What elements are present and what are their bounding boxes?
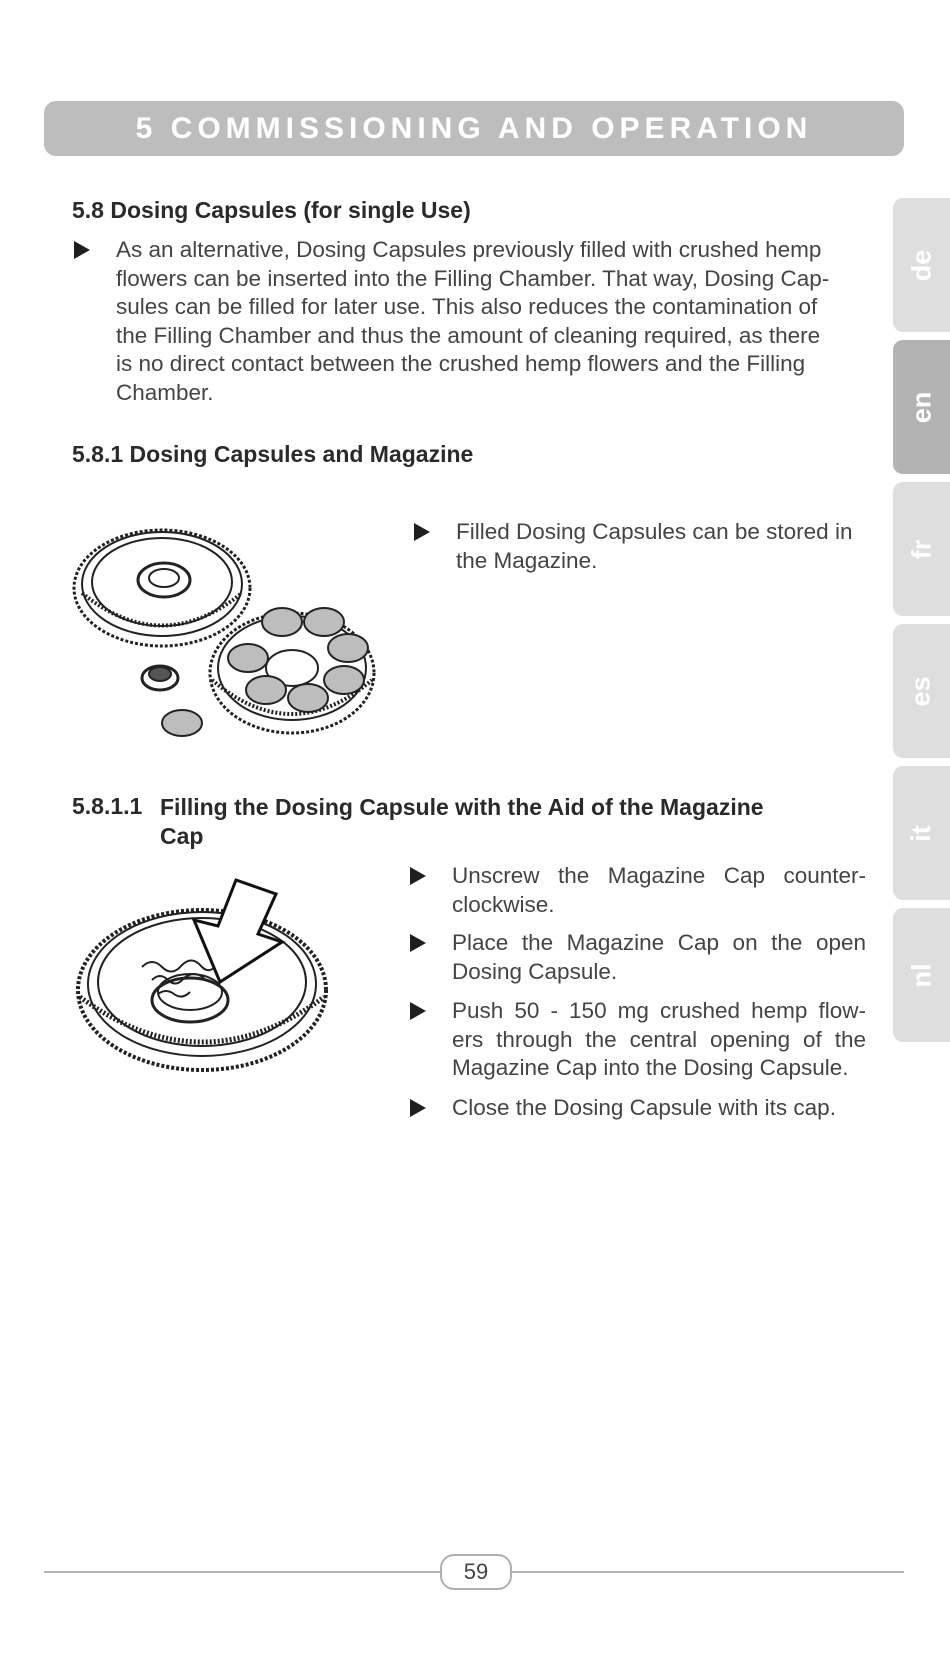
paragraph-5-8: As an alternative, Dosing Capsules previously filled with crushed hemp flowers can be inserted into the Filling Chamber. That way, Dosing Cap- sules can be filled for later use. This also reduces the contamination of the Filling Chamber and thus the amount of cleaning required, as there is no direct contact between the crushed hemp flowers and the Filling Chamber. [116, 237, 830, 405]
lang-tab-nl[interactable]: nl [893, 908, 950, 1042]
lang-tab-de[interactable]: de [893, 198, 950, 332]
bullet-arrow-icon [410, 1002, 426, 1020]
lang-tab-en[interactable]: en [893, 340, 950, 474]
bullet-text-magazine: Filled Dosing Capsules can be stored in the Magazine. [456, 519, 853, 573]
magazine-cap-illustration [72, 872, 342, 1082]
step-push-hemp: Push 50 - 150 mg crushed hemp flow- ers through the central opening of the Magazine Cap into the Dosing Capsule. [452, 998, 866, 1080]
bullet-arrow-icon [410, 934, 426, 952]
bullet-arrow-icon [74, 241, 90, 259]
lang-tab-es[interactable]: es [893, 624, 950, 758]
lang-tab-it[interactable]: it [893, 766, 950, 900]
magazine-illustration [72, 518, 382, 743]
step-place-cap: Place the Magazine Cap on the open Dosing Capsule. [452, 930, 866, 984]
step-unscrew: Unscrew the Magazine Cap counter- clockwise. [452, 863, 866, 917]
footer-rule-right [512, 1571, 904, 1573]
footer-rule-left [44, 1571, 440, 1573]
chapter-banner [44, 101, 904, 156]
heading-5-8-1: 5.8.1 Dosing Capsules and Magazine [72, 441, 474, 467]
bullet-arrow-icon [410, 1099, 426, 1117]
bullet-arrow-icon [410, 867, 426, 885]
chapter-title: 5 COMMISSIONING AND OPERATION [135, 111, 813, 145]
heading-5-8-1-1-title: Filling the Dosing Capsule with the Aid of the Magazine Cap [160, 794, 764, 849]
bullet-arrow-icon [414, 523, 430, 541]
lang-tab-fr[interactable]: fr [893, 482, 950, 616]
language-tabs [893, 198, 950, 1050]
heading-5-8-1-1-number: 5.8.1.1 [72, 793, 143, 819]
heading-5-8: 5.8 Dosing Capsules (for single Use) [72, 197, 471, 223]
step-close-capsule: Close the Dosing Capsule with its cap. [452, 1095, 836, 1120]
page-number: 59 [440, 1554, 512, 1590]
